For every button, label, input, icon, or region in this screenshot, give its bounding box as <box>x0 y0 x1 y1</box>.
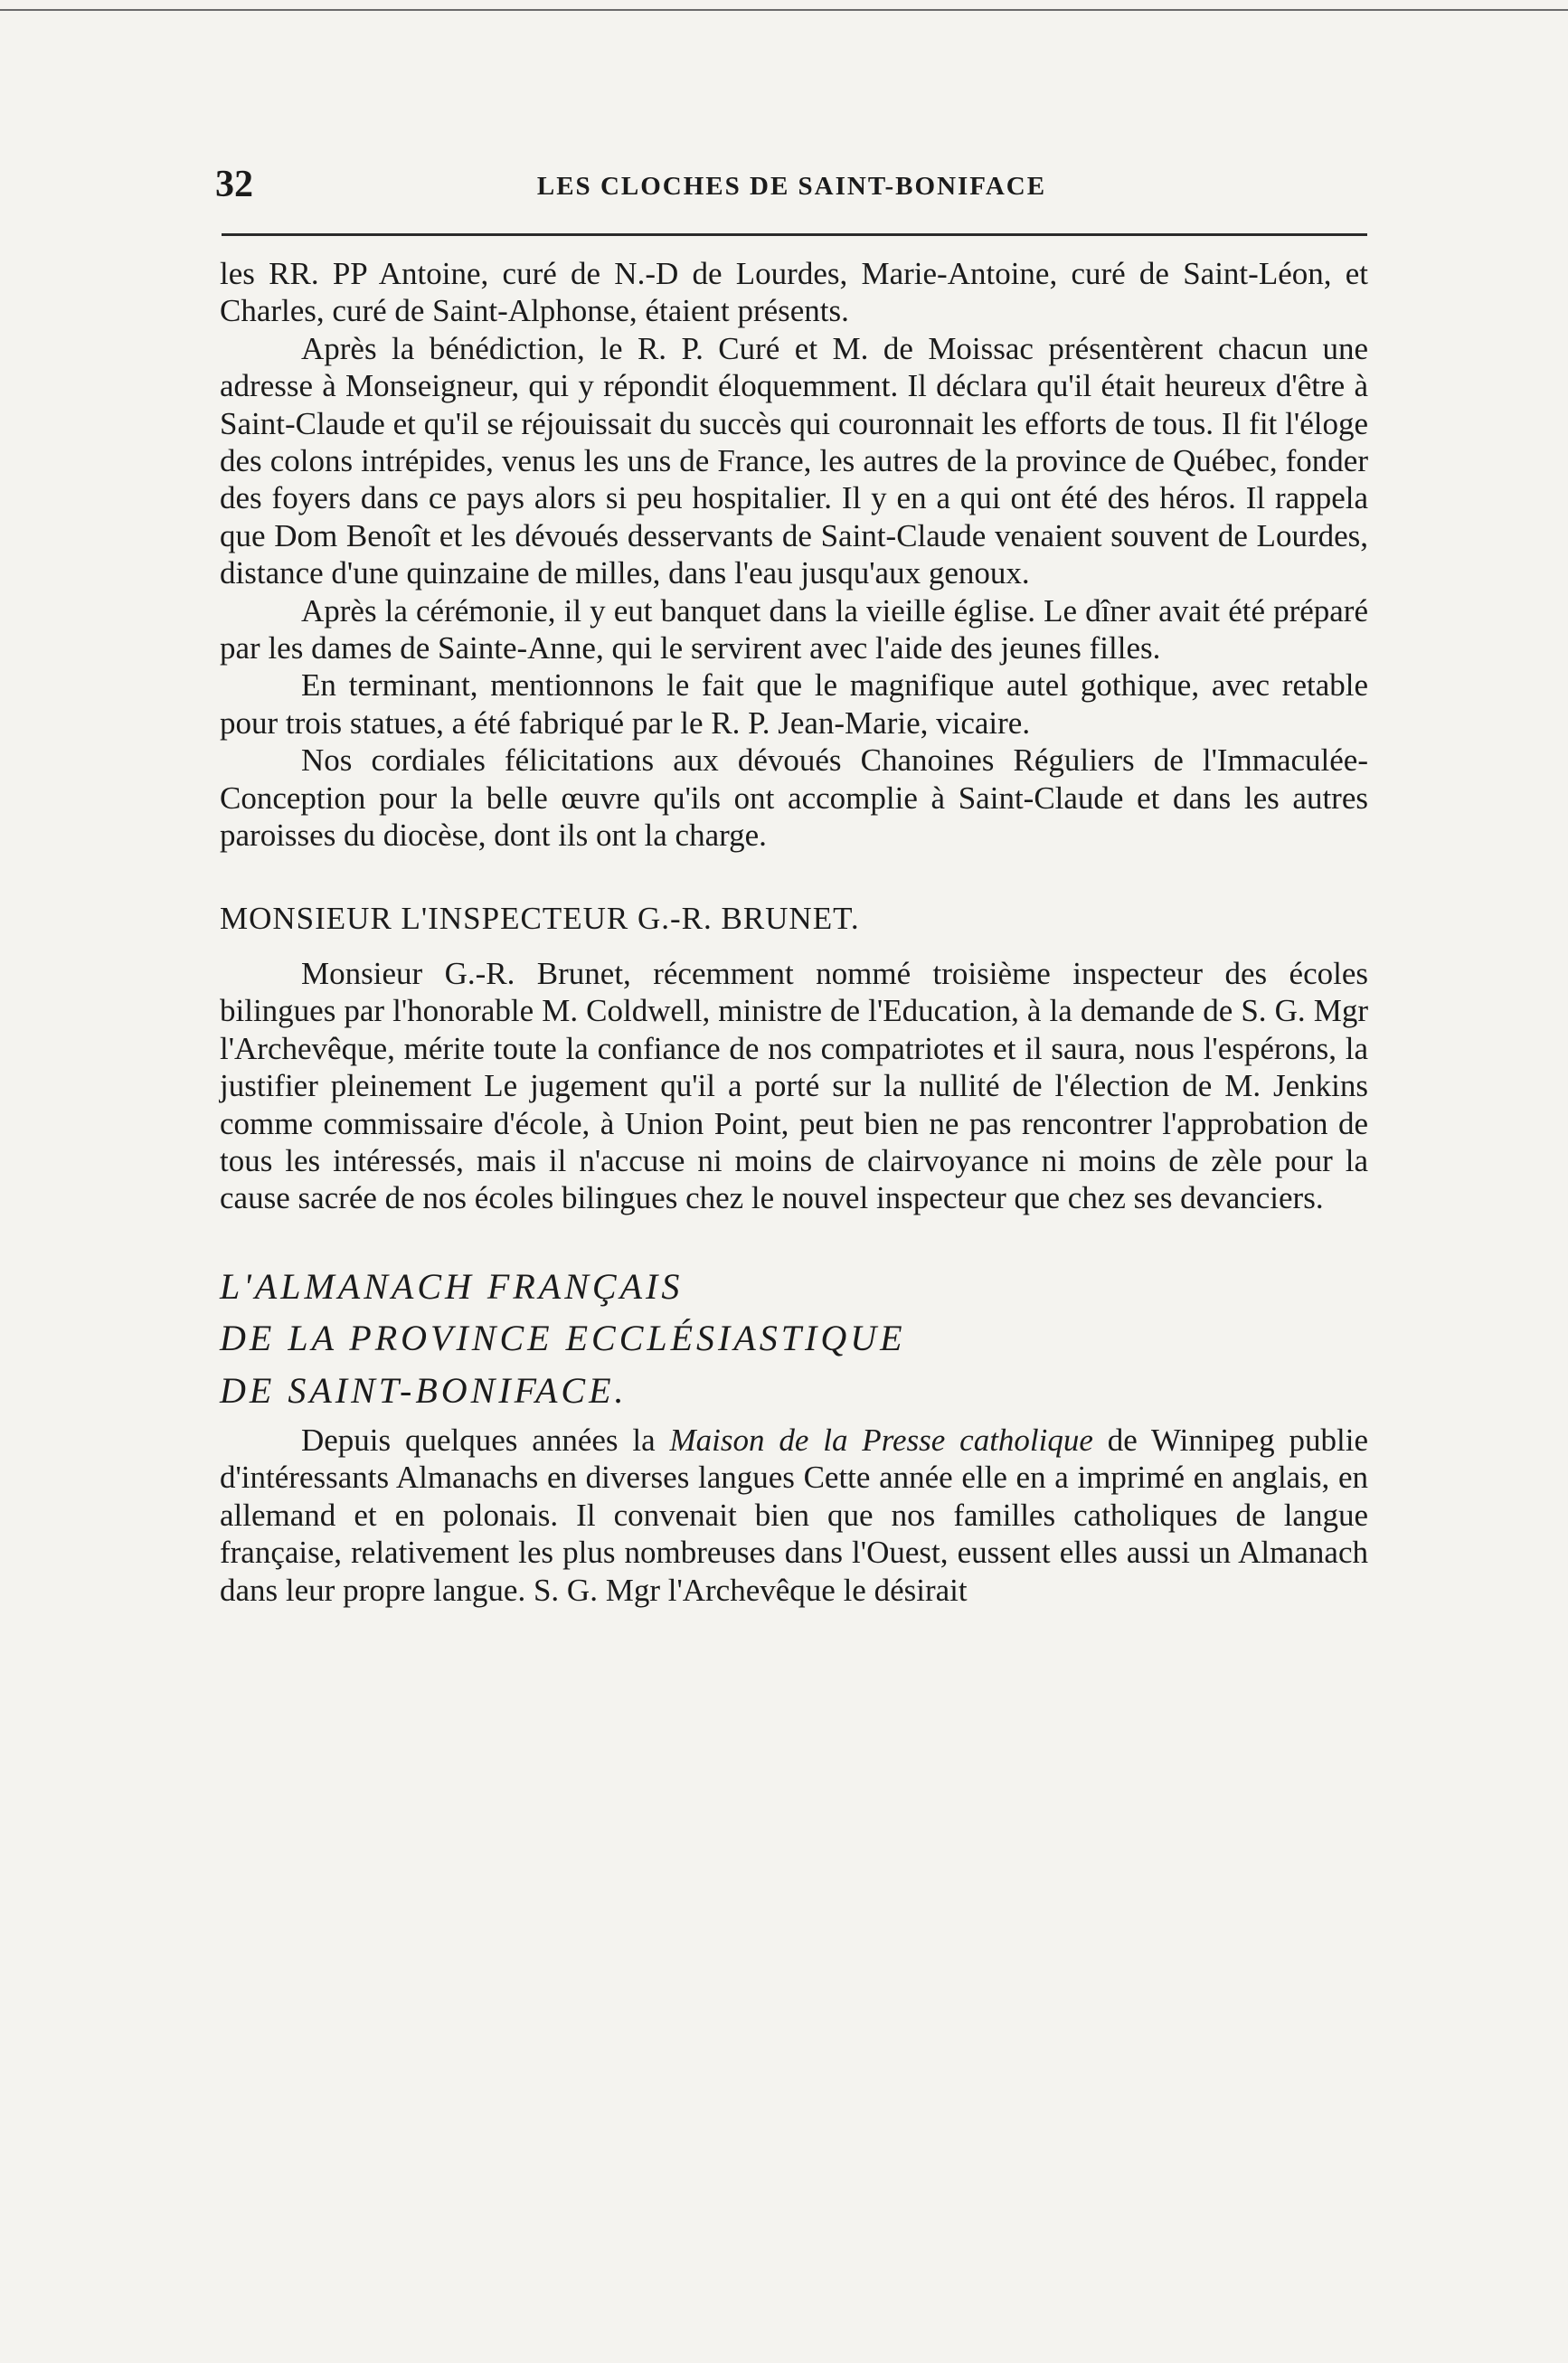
scan-top-edge <box>0 9 1568 11</box>
paragraph: Monsieur G.-R. Brunet, récemment nommé troisième inspecteur des écoles bilingues par l'honorable M. Coldwell, ministre de l'Education, à la demande de S. G. Mgr l'Archevêque, mérite toute la confiance de nos compatriotes et il saura, nous l'espérons, la justifier pleinement Le jugement qu'il a porté sur la nullité de l'élection de M. Jenkins comme commissaire d'école, à Union Point, peut bien ne pas rencontrer l'approbation de tous les intéressés, mais il n'accuse ni moins de clairvoyance ni moins de zèle pour la cause sacrée de nos écoles bilingues chez le nouvel inspecteur que chez ses devanciers. <box>220 955 1368 1216</box>
section-title-line: DE LA PROVINCE ECCLÉSIASTIQUE <box>220 1318 906 1359</box>
header-rule <box>222 233 1367 236</box>
running-title: LES CLOCHES DE SAINT-BONIFACE <box>536 172 1047 201</box>
section-title: MONSIEUR L'INSPECTEUR G.-R. BRUNET. <box>220 900 860 936</box>
page-body <box>220 255 1368 1609</box>
paragraph-text: de Winnipeg publie d'intéressants Almanachs en diverses langues Cette année elle en a imprimé en anglais, en allemand et en polonais. Il convenait bien que nos familles catholiques de langue française, relativement les plus nombreuses dans l'Ouest, eussent elles aussi un Almanach dans leur propre langue. S. G. Mgr l'Archevêque le désirait <box>220 1422 1368 1608</box>
paragraph: En terminant, mentionnons le fait que le magnifique autel gothique, avec retable pour trois statues, a été fabriqué par le R. P. Jean-Marie, vicaire. <box>220 667 1368 741</box>
paragraph: Après la bénédiction, le R. P. Curé et M. de Moissac présentèrent chacun une adresse à Monseigneur, qui y répondit éloquemment. Il déclara qu'il était heureux d'être à Saint-Claude et qu'il se réjouissait du succès qui couronnait les efforts de tous. Il fit l'éloge des colons intrépides, venus les uns de France, les autres de la province de Québec, fonder des foyers dans ce pays alors si peu hospitalier. Il y en a qui ont été des héros. Il rappela que Dom Benoît et les dévoués desservants de Saint-Claude venaient souvent de Lourdes, distance d'une quinzaine de milles, dans l'eau jusqu'aux genoux. <box>220 330 1368 591</box>
paragraph: les RR. PP Antoine, curé de N.-D de Lourdes, Marie-Antoine, curé de Saint-Léon, et Charles, curé de Saint-Alphonse, étaient présents. <box>220 256 1368 329</box>
paragraph-text: Depuis quelques années la <box>301 1422 670 1458</box>
page-number: 32 <box>215 164 253 205</box>
section-title-line: L'ALMANACH FRANÇAIS <box>220 1265 684 1307</box>
paragraph: Nos cordiales félicitations aux dévoués Chanoines Réguliers de l'Immaculée-Conception pour la belle œuvre qu'ils ont accomplie à Saint-Claude et dans les autres paroisses du diocèse, dont ils ont la charge. <box>220 742 1368 854</box>
paragraph: Après la cérémonie, il y eut banquet dans la vieille église. Le dîner avait été préparé par les dames de Sainte-Anne, qui le servirent avec l'aide des jeunes filles. <box>220 592 1368 666</box>
paragraph <box>220 1422 1368 1609</box>
publisher-name: Maison de la Presse catholique <box>669 1422 1093 1458</box>
section-title-line: DE SAINT-BONIFACE. <box>220 1369 628 1411</box>
page-header <box>215 163 1368 208</box>
